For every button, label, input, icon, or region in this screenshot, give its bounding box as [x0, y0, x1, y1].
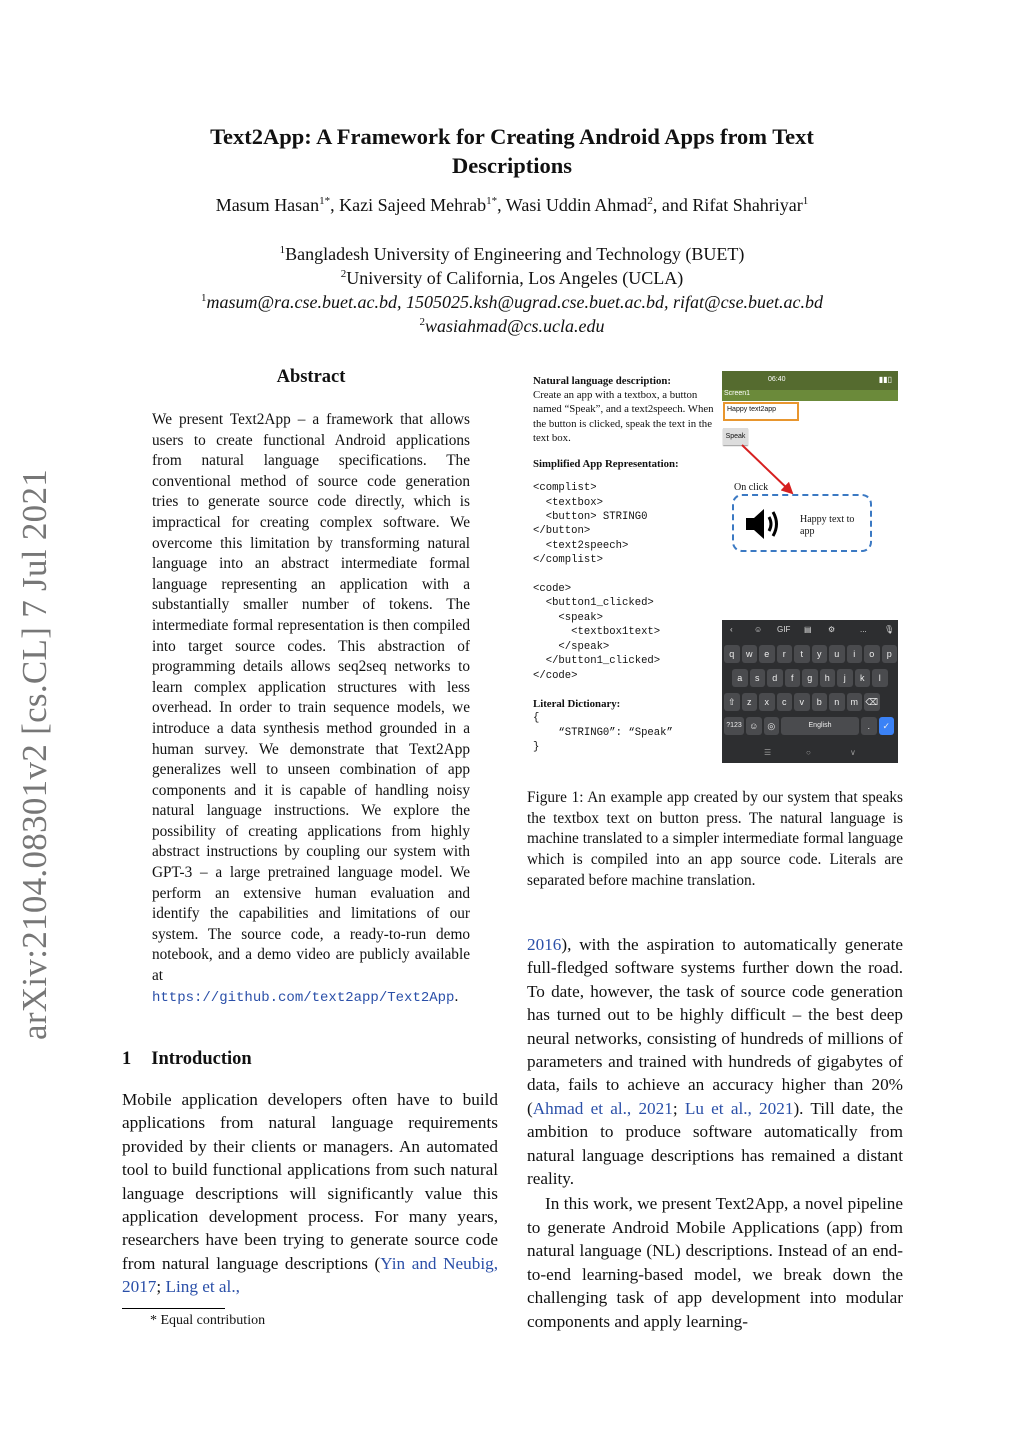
section-number: 1: [122, 1049, 132, 1069]
affil-sup: 1: [279, 244, 286, 256]
author-name: , Kazi Sajeed Mehrab: [330, 195, 487, 215]
key-a[interactable]: a: [732, 669, 748, 687]
section-heading: [122, 1049, 272, 1070]
paragraph-text: ), with the aspiration to automatically generate full-fledged software systems further down the road. To date, however, the task of source code generation has turned out to be highly difficult – the best deep neural networks, consisting of hundreds of millions of parameters and trained with hundreds of gigabytes of data, fails to achieve an accuracy higher than 20% (: [527, 935, 903, 1118]
speech-bubble: [732, 494, 872, 552]
key-row-3: [724, 693, 880, 711]
sar-code: <complist> <textbox> <button> STRING0 </button> <text2speech> </complist> <code> <button1_clicked> <speak> <textbox1text> </speak> </button1_clicked> </code>: [533, 482, 661, 682]
affil-sup: 1: [200, 292, 207, 304]
gif-key[interactable]: GIF: [777, 625, 791, 634]
key-row-2: [732, 669, 888, 687]
key-v[interactable]: v: [794, 693, 810, 711]
section-title: Introduction: [151, 1049, 252, 1069]
key-e[interactable]: e: [759, 645, 775, 663]
literal-code: { “STRING0”: “Speak” }: [533, 712, 673, 753]
key-k[interactable]: k: [855, 669, 871, 687]
affil-text: University of California, Los Angeles (UCLA): [346, 268, 684, 288]
speak-button[interactable]: Speak: [723, 428, 748, 445]
arxiv-stamp: arXiv:2104.08301v2 [cs.CL] 7 Jul 2021: [15, 468, 54, 1040]
abstract-text: We present Text2App – a framework that allows users to create functional Android applications from natural language specifications. The conventional method of source code generation tries to generate source code directly, which is impractical for creating complex software. We overcome this limitation by transforming natural language into an abstract intermediate formal language representing an application with a substantially smaller number of tokens. The intermediate formal representation is then compiled into target source codes. This abstraction of programming details allows seq2seq networks to learn complex application structures with less overhead. In order to train sequence models, we introduce a data synthesis method grounded in a human survey. We demonstrate that Text2App generalizes well to unseen combination of app components and it is capable of handling noisy natural language instructions. We explore the possibility of creating applications from highly abstract instructions by coupling our system with GPT-3 – a large pretrained language model. We perform an extensive human evaluation and identify the capabilities and limitations of our system. The source code, a ready-to-run demo notebook, and a demo video are publicly available at: [152, 411, 470, 985]
paragraph-1: [527, 933, 903, 1190]
author-list: [0, 195, 1024, 216]
home-icon[interactable]: ○: [806, 748, 811, 757]
title-line-1: Text2App: A Framework for Creating Android Apps from Text: [210, 124, 814, 149]
space-key[interactable]: English: [781, 717, 859, 735]
key-o[interactable]: o: [864, 645, 880, 663]
key-m[interactable]: m: [847, 693, 863, 711]
shift-key[interactable]: ⇧: [724, 693, 740, 711]
key-b[interactable]: b: [812, 693, 828, 711]
key-row-1: [724, 645, 897, 663]
back-icon[interactable]: ∨: [850, 748, 856, 757]
citation-link[interactable]: 2016: [527, 935, 562, 954]
author-affil: 2: [647, 195, 653, 207]
status-time: 06:40: [768, 376, 786, 383]
intro-text: Mobile application developers often have to build applications from natural language requirements provided by their clients or managers. An automated tool to build functional applications from such natural language descriptions will significantly value this application development process. For many years, researchers have been trying to generate source code from natural language descriptions (: [122, 1090, 498, 1273]
abstract-heading: Abstract: [276, 367, 346, 387]
author-affil: 1*: [486, 195, 498, 207]
citation-sep: ;: [672, 1098, 685, 1118]
email-text: wasiahmad@cs.ucla.edu: [424, 316, 605, 336]
citation-link[interactable]: Ahmad et al., 2021: [532, 1098, 673, 1118]
recents-icon[interactable]: ☰: [764, 748, 772, 757]
key-p[interactable]: p: [882, 645, 898, 663]
figure-caption: Figure 1: An example app created by our system that speaks the textbox text on button press. The natural language is machine translated to a simpler intermediate formal language which is compiled into an app source code. Literals are separated before machine translation.: [527, 789, 903, 889]
paper-title: [0, 122, 1024, 180]
author-affil: 1: [802, 195, 809, 207]
key-d[interactable]: d: [767, 669, 783, 687]
intro-paragraph: [122, 1088, 498, 1299]
citation-link[interactable]: Ling et al.,: [165, 1277, 240, 1297]
figure-text-panel: [533, 374, 718, 754]
key-g[interactable]: g: [802, 669, 818, 687]
paragraph-2: In this work, we present Text2App, a novel pipeline to generate Android Mobile Applications (app) from natural language (NL) descriptions. Instead of an end-to-end learning-based model, we break down the challenging task of app development into modular components and apply learning-: [527, 1194, 903, 1331]
right-column-text: [527, 933, 903, 1333]
battery-icon: ▮▮▯: [878, 375, 892, 384]
app-title-bar: Screen1: [722, 390, 898, 401]
key-j[interactable]: j: [837, 669, 853, 687]
affil-sup: 2: [340, 268, 347, 280]
key-l[interactable]: l: [872, 669, 888, 687]
citation-sep: ;: [156, 1277, 166, 1297]
key-z[interactable]: z: [742, 693, 758, 711]
github-link[interactable]: https://github.com/text2app/Text2App: [152, 989, 455, 1006]
key-s[interactable]: s: [750, 669, 766, 687]
soft-keyboard: [722, 620, 898, 763]
enter-key[interactable]: ✓: [879, 717, 895, 735]
literal-label: Literal Dictionary:: [533, 697, 621, 710]
speaker-icon: [744, 506, 784, 542]
key-u[interactable]: u: [829, 645, 845, 663]
key-r[interactable]: r: [777, 645, 793, 663]
abstract-end: .: [454, 987, 459, 1005]
emails-2: [0, 310, 1024, 338]
keyboard-back-icon[interactable]: ‹: [730, 625, 733, 634]
key-n[interactable]: n: [829, 693, 845, 711]
abstract-body: [152, 410, 470, 1008]
key-i[interactable]: i: [847, 645, 863, 663]
key-h[interactable]: h: [820, 669, 836, 687]
key-x[interactable]: x: [759, 693, 775, 711]
nl-description: Create an app with a textbox, a button named “Speak”, and a text2speech. When the button is clicked, speak the text in the text box.: [533, 389, 714, 444]
key-f[interactable]: f: [785, 669, 801, 687]
phone-screenshot: [722, 371, 898, 763]
app-textbox[interactable]: Happy text2app: [723, 402, 799, 421]
title-line-2: Descriptions: [452, 153, 572, 178]
status-bar: [722, 371, 898, 390]
key-w[interactable]: w: [742, 645, 758, 663]
footnote-rule: [122, 1308, 225, 1309]
speech-text: Happy text to app: [800, 514, 855, 537]
emoji-key[interactable]: ☺: [746, 717, 762, 735]
mic-icon[interactable]: 🎙: [884, 625, 895, 634]
nav-bar: [722, 744, 898, 763]
email-text: masum@ra.cse.buet.ac.bd, 1505025.ksh@ugrad.cse.buet.ac.bd, rifat@cse.buet.ac.bd: [206, 292, 824, 312]
key-y[interactable]: y: [812, 645, 828, 663]
sticker-icon[interactable]: ☺: [754, 625, 763, 634]
affil-sup: 2: [419, 316, 425, 328]
settings-icon[interactable]: ⚙: [828, 625, 836, 634]
author-name: Masum Hasan: [215, 195, 320, 215]
nl-label: Natural language description:: [533, 375, 671, 387]
author-affil: 1*: [319, 195, 331, 207]
numbers-key[interactable]: ?123: [724, 717, 744, 735]
paragraph-text: ). Till date, the ambition to produce software automatically from natural language descriptions has remained a distant reality.: [527, 1098, 904, 1189]
more-key[interactable]: ...: [860, 625, 867, 634]
period-key[interactable]: .: [861, 717, 877, 735]
citation-link[interactable]: Yin and Neubig, 2017: [122, 1253, 498, 1297]
sar-label: Simplified App Representation:: [533, 458, 679, 471]
key-c[interactable]: c: [777, 693, 793, 711]
key-row-4: [724, 717, 894, 735]
key-q[interactable]: q: [724, 645, 740, 663]
globe-icon[interactable]: ◎: [764, 717, 780, 735]
affil-text: Bangladesh University of Engineering and Technology (BUET): [285, 244, 745, 264]
author-name: , and Rifat Shahriyar: [652, 195, 803, 215]
key-t[interactable]: t: [794, 645, 810, 663]
author-name: , Wasi Uddin Ahmad: [497, 195, 648, 215]
backspace-key[interactable]: ⌫: [864, 693, 880, 711]
citation-link[interactable]: Lu et al., 2021: [684, 1098, 794, 1118]
footnote: * Equal contribution: [150, 1313, 266, 1328]
clipboard-icon[interactable]: ▤: [804, 625, 812, 634]
on-click-label: On click: [734, 482, 769, 493]
